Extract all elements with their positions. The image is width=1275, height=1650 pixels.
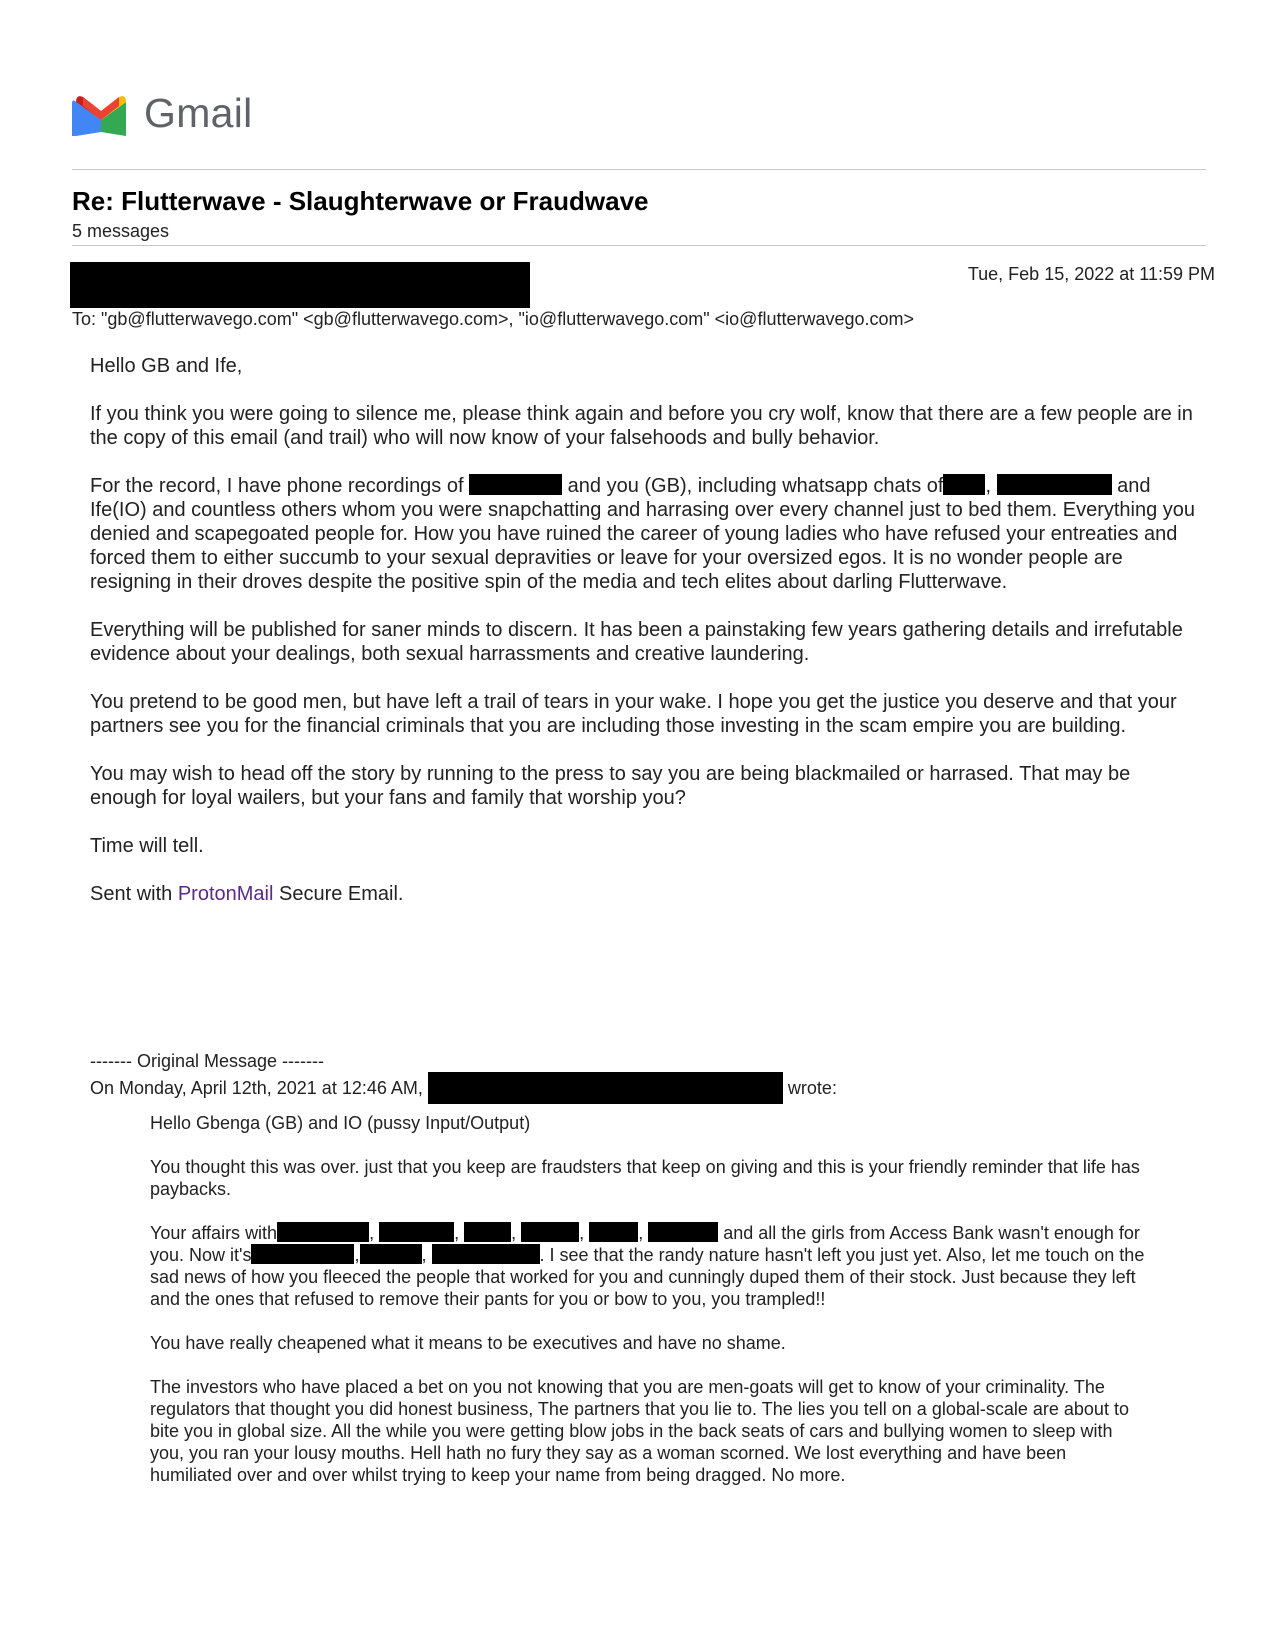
redacted-name xyxy=(360,1244,422,1264)
gmail-m-icon xyxy=(72,92,130,136)
redacted-name xyxy=(277,1222,369,1242)
protonmail-link[interactable]: ProtonMail xyxy=(177,883,274,905)
redacted-name xyxy=(379,1222,454,1242)
quoted-text-b: and all the girls from Access Bank wasn't enough for you. Now it's xyxy=(150,1223,1140,1265)
paragraph-2-text-a: For the record, I have phone recordings of xyxy=(90,475,464,497)
redacted-name xyxy=(648,1222,718,1242)
quoted-paragraph-4: The investors who have placed a bet on you not knowing that you are men-goats will get to know of your criminality. The regulators that thought you did honest business, The partners that you lie to. The lies you tell on a global-scale are about to bite you in global size. All the while you were getting blow jobs in the back seats of cars and bullying women to sleep with you, you ran your lousy mouths. Hell hath no fury they say as a woman scorned. We lost everything and have been humiliated over and over whilst trying to keep your name from being dragged. No more. xyxy=(150,1377,1129,1485)
quoted-text-c: . I see that the randy nature hasn't left you just yet. Also, let me touch on the sad news of how you fleeced the people that worked for you and cunningly duped them of their stock. Just because they left and the ones that refused to remove their pants for you or bow to you, you trampled!! xyxy=(150,1245,1145,1309)
paragraph-1: If you think you were going to silence me, please think again and before you cry wolf, know that there are a few people are in the copy of this email (and trail) who will now know of your falsehoods and bully behavior. xyxy=(90,403,1193,449)
original-date-line xyxy=(90,1072,1200,1104)
gmail-logo xyxy=(72,90,253,137)
gmail-wordmark: Gmail xyxy=(144,90,253,136)
signature-suffix: Secure Email. xyxy=(279,883,404,905)
redacted-name xyxy=(464,1222,511,1242)
paragraph-6: Time will tell. xyxy=(90,835,204,857)
redacted-name xyxy=(589,1222,638,1242)
quoted-paragraph-3: You have really cheapened what it means to be executives and have no shame. xyxy=(150,1333,786,1353)
comma: , xyxy=(511,1223,517,1243)
comma: , xyxy=(579,1223,585,1243)
top-divider xyxy=(72,169,1206,170)
redacted-sender xyxy=(70,262,530,308)
comma: , xyxy=(369,1223,375,1243)
comma: , xyxy=(638,1223,644,1243)
message-date: Tue, Feb 15, 2022 at 11:59 PM xyxy=(967,264,1215,284)
redacted-name xyxy=(521,1222,579,1242)
paragraph-2 xyxy=(90,474,1200,594)
original-message-divider: ------- Original Message ------- xyxy=(90,1051,324,1071)
paragraph-4: You pretend to be good men, but have left a trail of tears in your wake. I hope you get the justice you deserve and that your partners see you for the financial criminals that you are including those investing in the scam empire you are building. xyxy=(90,691,1177,737)
quoted-message xyxy=(150,1112,1150,1508)
quoted-paragraph-2 xyxy=(150,1222,1150,1310)
paragraph-2-text-b: and you (GB), including whatsapp chats of xyxy=(567,475,944,497)
paragraph-2-text-d: and Ife(IO) and countless others whom you were snapchatting and harrasing over every channel just to bed them. Everything you denied and scapegoated people for. How you have ruined the career of young ladies who have refused your entreaties and forced them to either succumb to your sexual depravities or leave for your oversized egos. It is no wonder people are resigning in their droves despite the positive spin of the media and tech elites about darling Flutterwave. xyxy=(90,475,1196,593)
comma: , xyxy=(454,1223,460,1243)
subject-divider xyxy=(72,245,1206,246)
quoted-paragraph-1: You thought this was over. just that you keep are fraudsters that keep on giving and this is your friendly reminder that life has paybacks. xyxy=(150,1157,1140,1199)
redacted-name xyxy=(997,474,1112,495)
redacted-name xyxy=(943,474,985,495)
quoted-greeting: Hello Gbenga (GB) and IO (pussy Input/Output) xyxy=(150,1113,531,1133)
comma: , xyxy=(421,1245,427,1265)
greeting: Hello GB and Ife, xyxy=(90,355,243,377)
redacted-name xyxy=(432,1244,540,1264)
message-body xyxy=(90,354,1200,930)
quoted-text-a: Your affairs with xyxy=(150,1223,278,1243)
comma: , xyxy=(354,1245,360,1265)
paragraph-3: Everything will be published for saner minds to discern. It has been a painstaking few years gathering details and irrefutable evidence about your dealings, both sexual harrassments and creative laundering. xyxy=(90,619,1183,665)
paragraph-5: You may wish to head off the story by running to the press to say you are being blackmailed or harrased. That may be enough for loyal wailers, but your fans and family that worship you? xyxy=(90,763,1131,809)
redacted-original-sender xyxy=(428,1072,783,1104)
original-date-text: On Monday, April 12th, 2021 at 12:46 AM, xyxy=(90,1078,423,1098)
paragraph-2-comma: , xyxy=(985,475,992,497)
redacted-name xyxy=(469,474,562,495)
signature xyxy=(90,882,1200,906)
redacted-name xyxy=(251,1244,354,1264)
signature-prefix: Sent with xyxy=(90,883,173,905)
recipients-line: To: "gb@flutterwavego.com" <gb@flutterwavego.com>, "io@flutterwavego.com" <io@flutterwavego.com> xyxy=(72,309,915,329)
original-wrote: wrote: xyxy=(787,1078,837,1098)
message-count: 5 messages xyxy=(72,221,170,241)
original-message-header xyxy=(90,1050,1200,1104)
thread-subject: Re: Flutterwave - Slaughterwave or Fraudwave xyxy=(72,186,649,216)
